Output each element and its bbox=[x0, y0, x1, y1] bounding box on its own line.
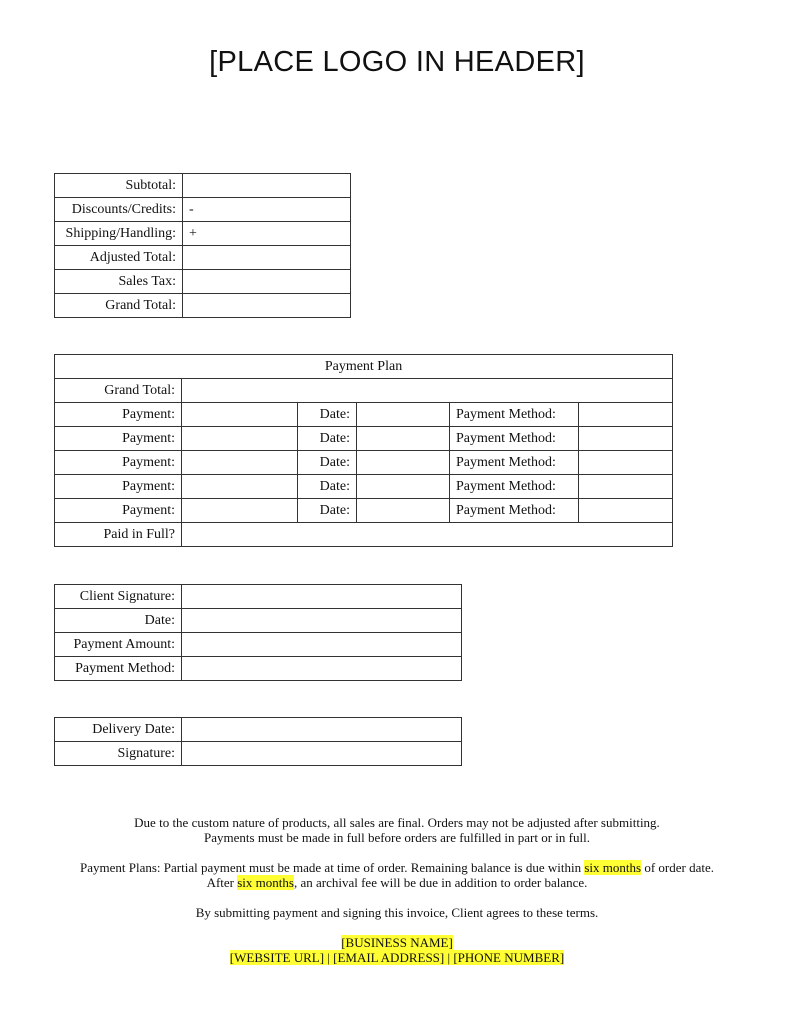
terms-line bbox=[0, 875, 794, 890]
delivery-table bbox=[54, 717, 462, 766]
payment-plan-table bbox=[54, 354, 673, 547]
payment-method-field[interactable] bbox=[579, 499, 673, 523]
plan-grand-total-label: Grand Total: bbox=[55, 379, 182, 403]
payment-label: Payment: bbox=[55, 403, 182, 427]
client-date-label: Date: bbox=[55, 609, 182, 633]
grand-total-field[interactable] bbox=[183, 294, 351, 318]
paid-in-full-row bbox=[55, 523, 673, 547]
sales-tax-row bbox=[55, 270, 351, 294]
adjusted-total-row bbox=[55, 246, 351, 270]
totals-table bbox=[54, 173, 351, 318]
terms-text: , an archival fee will be due in addition to order balance. bbox=[293, 875, 588, 890]
client-method-row bbox=[55, 657, 462, 681]
discounts-field[interactable]: - bbox=[183, 198, 351, 222]
shipping-label: Shipping/Handling: bbox=[55, 222, 183, 246]
logo-placeholder: [PLACE LOGO IN HEADER] bbox=[209, 46, 585, 78]
grand-total-label: Grand Total: bbox=[55, 294, 183, 318]
payment-date-label: Date: bbox=[298, 499, 357, 523]
footer-line bbox=[0, 950, 794, 965]
payment-date-field[interactable] bbox=[357, 403, 450, 427]
adjusted-total-label: Adjusted Total: bbox=[55, 246, 183, 270]
client-date-field[interactable] bbox=[182, 609, 462, 633]
payment-method-label: Payment Method: bbox=[450, 499, 579, 523]
payment-date-label: Date: bbox=[298, 451, 357, 475]
highlight-six-months: six months bbox=[584, 860, 642, 875]
payment-plan-title: Payment Plan bbox=[55, 355, 673, 379]
payment-method-label: Payment Method: bbox=[450, 475, 579, 499]
highlight-six-months: six months bbox=[237, 875, 294, 890]
delivery-date-row bbox=[55, 718, 462, 742]
payment-date-label: Date: bbox=[298, 427, 357, 451]
client-amount-row bbox=[55, 633, 462, 657]
payment-method-field[interactable] bbox=[579, 451, 673, 475]
paid-in-full-label: Paid in Full? bbox=[55, 523, 182, 547]
delivery-date-field[interactable] bbox=[182, 718, 462, 742]
client-signature-label: Client Signature: bbox=[55, 585, 182, 609]
business-name: [BUSINESS NAME] bbox=[341, 935, 453, 950]
terms-text: Payment Plans: Partial payment must be made at time of order. Remaining balance is due within bbox=[80, 860, 585, 875]
payment-label: Payment: bbox=[55, 451, 182, 475]
terms-line bbox=[0, 860, 794, 875]
discounts-row bbox=[55, 198, 351, 222]
payment-label: Payment: bbox=[55, 475, 182, 499]
client-amount-label: Payment Amount: bbox=[55, 633, 182, 657]
payment-method-field[interactable] bbox=[579, 475, 673, 499]
paid-in-full-field[interactable] bbox=[182, 523, 673, 547]
terms-text: After bbox=[206, 875, 238, 890]
terms-line: Payments must be made in full before orders are fulfilled in part or in full. bbox=[204, 830, 590, 845]
payment-amount-field[interactable] bbox=[182, 427, 298, 451]
payment-row bbox=[55, 499, 673, 523]
payment-method-label: Payment Method: bbox=[450, 403, 579, 427]
payment-label: Payment: bbox=[55, 499, 182, 523]
payment-amount-field[interactable] bbox=[182, 403, 298, 427]
payment-method-label: Payment Method: bbox=[450, 451, 579, 475]
delivery-signature-field[interactable] bbox=[182, 742, 462, 766]
client-date-row bbox=[55, 609, 462, 633]
payment-row bbox=[55, 451, 673, 475]
payment-plan-title-row bbox=[55, 355, 673, 379]
discounts-label: Discounts/Credits: bbox=[55, 198, 183, 222]
payment-amount-field[interactable] bbox=[182, 475, 298, 499]
payment-amount-field[interactable] bbox=[182, 499, 298, 523]
subtotal-label: Subtotal: bbox=[55, 174, 183, 198]
terms-agreement: By submitting payment and signing this invoice, Client agrees to these terms. bbox=[195, 905, 599, 920]
adjusted-total-field[interactable] bbox=[183, 246, 351, 270]
business-contact-line: [WEBSITE URL] | [EMAIL ADDRESS] | [PHONE NUMBER] bbox=[229, 950, 565, 965]
terms-line: Due to the custom nature of products, all sales are final. Orders may not be adjusted after submitting. bbox=[134, 815, 660, 830]
plan-grand-total-row bbox=[55, 379, 673, 403]
terms-text: of order date. bbox=[641, 860, 714, 875]
plan-grand-total-field[interactable] bbox=[182, 379, 673, 403]
terms-section bbox=[0, 815, 794, 965]
payment-date-field[interactable] bbox=[357, 427, 450, 451]
delivery-signature-label: Signature: bbox=[55, 742, 182, 766]
payment-date-label: Date: bbox=[298, 475, 357, 499]
payment-date-field[interactable] bbox=[357, 499, 450, 523]
payment-row bbox=[55, 427, 673, 451]
delivery-signature-row bbox=[55, 742, 462, 766]
subtotal-field[interactable] bbox=[183, 174, 351, 198]
business-footer bbox=[0, 935, 794, 965]
client-amount-field[interactable] bbox=[182, 633, 462, 657]
delivery-date-label: Delivery Date: bbox=[55, 718, 182, 742]
payment-amount-field[interactable] bbox=[182, 451, 298, 475]
sales-tax-label: Sales Tax: bbox=[55, 270, 183, 294]
payment-date-label: Date: bbox=[298, 403, 357, 427]
grand-total-row bbox=[55, 294, 351, 318]
shipping-field[interactable]: + bbox=[183, 222, 351, 246]
payment-method-label: Payment Method: bbox=[450, 427, 579, 451]
subtotal-row bbox=[55, 174, 351, 198]
payment-method-field[interactable] bbox=[579, 403, 673, 427]
payment-row bbox=[55, 403, 673, 427]
payment-method-field[interactable] bbox=[579, 427, 673, 451]
payment-label: Payment: bbox=[55, 427, 182, 451]
client-signature-row bbox=[55, 585, 462, 609]
payment-row bbox=[55, 475, 673, 499]
client-method-label: Payment Method: bbox=[55, 657, 182, 681]
payment-date-field[interactable] bbox=[357, 451, 450, 475]
payment-date-field[interactable] bbox=[357, 475, 450, 499]
terms-sales-final bbox=[0, 815, 794, 845]
client-method-field[interactable] bbox=[182, 657, 462, 681]
sales-tax-field[interactable] bbox=[183, 270, 351, 294]
client-signature-field[interactable] bbox=[182, 585, 462, 609]
shipping-row bbox=[55, 222, 351, 246]
client-signature-table bbox=[54, 584, 462, 681]
footer-line bbox=[0, 935, 794, 950]
terms-payment-plans bbox=[0, 860, 794, 890]
